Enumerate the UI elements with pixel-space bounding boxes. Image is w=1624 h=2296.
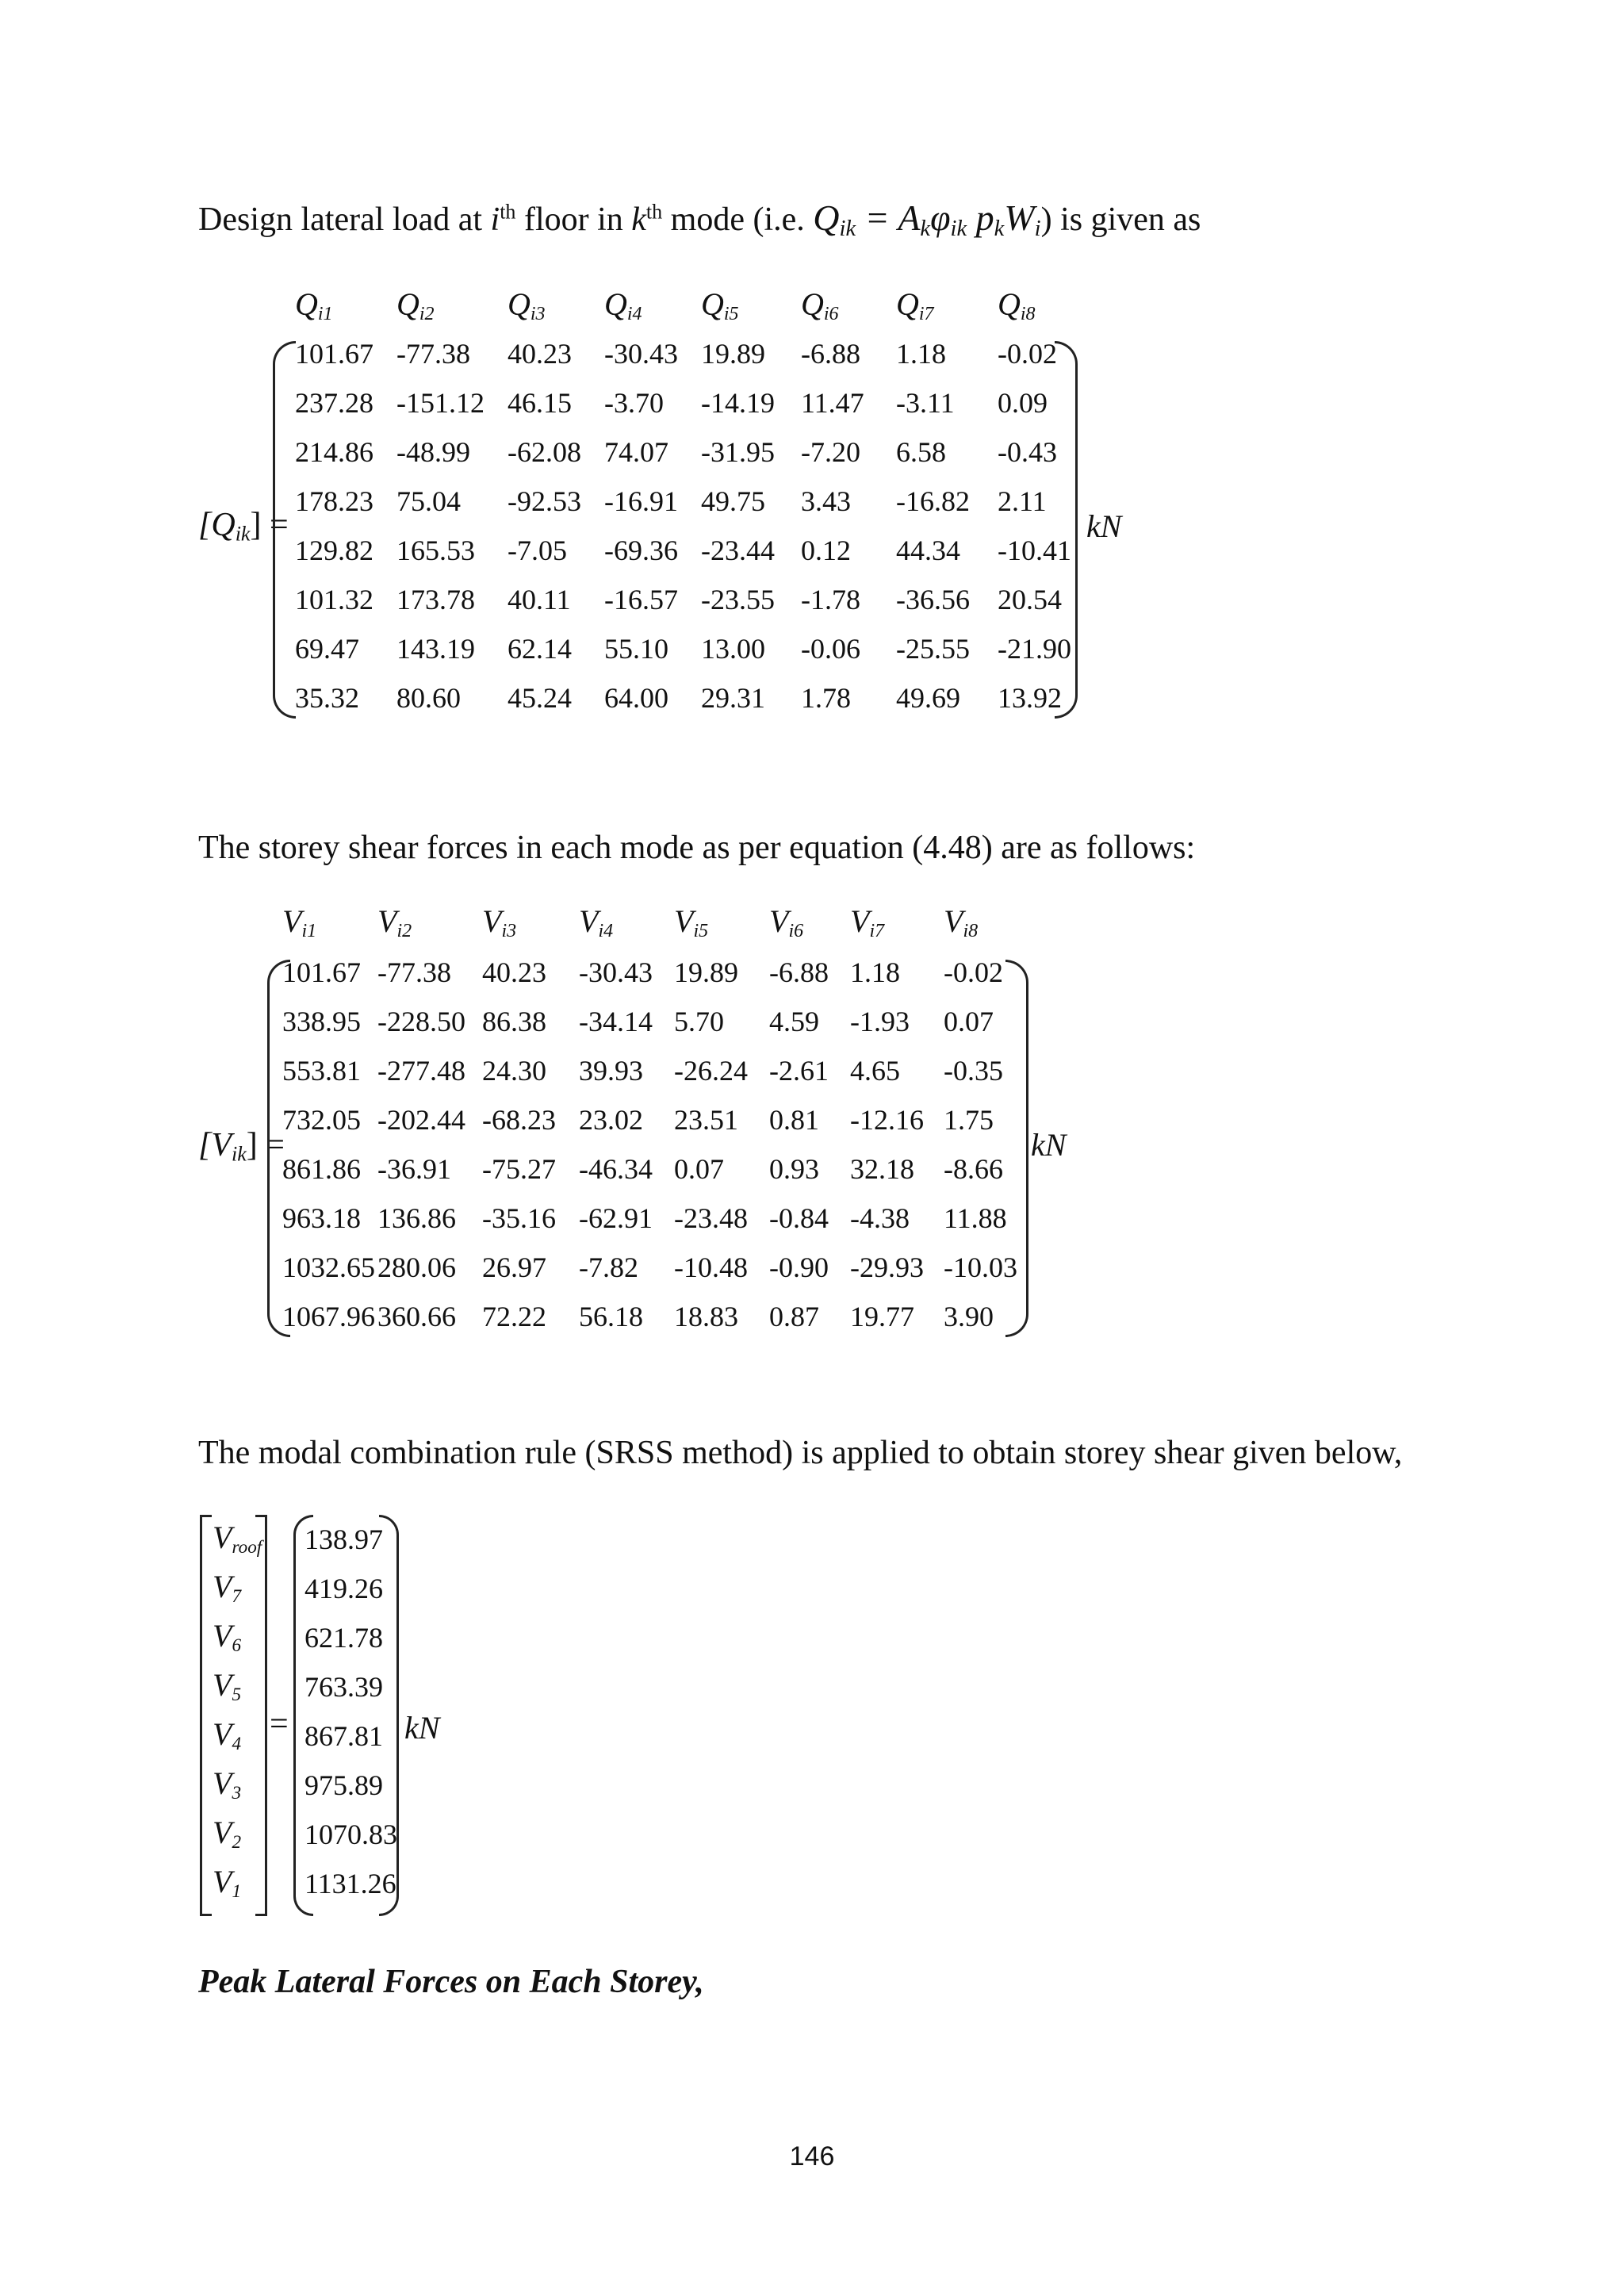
q_matrix-cell: -23.44 [701,535,775,566]
v_matrix-cell: -23.48 [674,1202,748,1234]
v_matrix-cell: 0.07 [944,1006,994,1037]
v_matrix-header-sym: V [674,903,694,939]
srss-label-sym: V [213,1716,232,1752]
v-label-end: ] = [246,1127,285,1163]
srss-value: 763.39 [304,1671,383,1703]
v_matrix-cell: 3.90 [944,1301,994,1332]
srss-unit: kN [404,1710,440,1746]
srss-label-sub: roof [232,1536,262,1558]
v_matrix-cell: 18.83 [674,1301,738,1332]
srss-label-sym: V [213,1815,232,1850]
formula-w-sub: i [1034,217,1041,242]
v_matrix-cell: 39.93 [579,1055,643,1087]
q_matrix-cell: 0.09 [998,387,1048,419]
q_matrix-header-sub: i2 [419,304,435,324]
q_matrix-header-sym: Q [604,286,627,322]
srss-value: 621.78 [304,1622,383,1654]
q_matrix-cell: 55.10 [604,633,668,665]
q_matrix-cell: -0.02 [998,338,1057,370]
v_matrix-header-sub: i4 [598,921,614,941]
v_matrix-cell: -7.82 [579,1251,638,1283]
v_matrix-cell: -36.91 [377,1153,451,1185]
q_matrix-cell: 143.19 [396,633,475,665]
q_matrix-header-sub: i3 [530,304,546,324]
srss-label [213,1863,241,1900]
q_matrix-header-sub: i6 [823,304,839,324]
v_matrix-cell: -0.35 [944,1055,1003,1087]
srss-value: 1070.83 [304,1819,397,1850]
q_matrix-cell: 80.60 [396,682,461,714]
v_matrix-header [377,903,412,940]
q_matrix-cell: 13.00 [701,633,765,665]
v_matrix-header [579,903,613,940]
q-label-sub: ik [235,522,251,546]
q_matrix-cell: 40.23 [508,338,572,370]
q_matrix-cell: -77.38 [396,338,470,370]
q_matrix-cell: 101.32 [295,584,373,615]
v_matrix-cell: 0.07 [674,1153,724,1185]
v_matrix-cell: 24.30 [482,1055,546,1087]
v_matrix-cell: 1.18 [850,956,900,988]
q-matrix-left-paren [273,341,296,719]
intro-k: k [631,201,646,238]
v_matrix-cell: -29.93 [850,1251,924,1283]
formula-p-sub: k [994,217,1005,242]
q_matrix-header-sub: i1 [317,304,333,324]
intro-text-4: ) is given as [1040,201,1201,238]
intro-text-2: floor in [515,201,632,238]
v_matrix-header [482,903,516,940]
srss-label-sym: V [213,1765,232,1801]
formula-a-sub: k [920,217,931,242]
srss-label-sym: V [213,1569,232,1604]
q_matrix-cell: -16.57 [604,584,678,615]
v_matrix-header-sym: V [850,903,870,939]
srss-label-sub: 7 [232,1585,242,1607]
srss-label-sub: 5 [232,1684,242,1705]
q_matrix-cell: -69.36 [604,535,678,566]
srss-label [213,1715,241,1753]
v_matrix-cell: -4.38 [850,1202,910,1234]
intro-formula [813,197,1041,242]
q_matrix-header-sub: i7 [918,304,934,324]
q_matrix-cell: 0.12 [801,535,851,566]
q_matrix-cell: -3.70 [604,387,664,419]
q_matrix-cell: -25.55 [896,633,970,665]
formula-q: Q [813,197,840,238]
q_matrix-cell: 44.34 [896,535,960,566]
v_matrix-cell: -35.16 [482,1202,556,1234]
q_matrix-cell: 11.47 [801,387,864,419]
q_matrix-cell: 129.82 [295,535,373,566]
v_matrix-cell: 553.81 [282,1055,361,1087]
srss-label-sub: 4 [232,1733,242,1754]
v_matrix-cell: -2.61 [769,1055,829,1087]
q_matrix-header-sym: Q [701,286,724,322]
q_matrix-header [998,286,1036,323]
q_matrix-cell: -31.95 [701,436,775,468]
v-matrix-unit: kN [1031,1127,1067,1163]
srss-value: 867.81 [304,1720,383,1752]
q_matrix-header-sym: Q [896,286,919,322]
srss-left-bracket-open [200,1515,212,1916]
v_matrix-cell: 4.65 [850,1055,900,1087]
v_matrix-cell: -75.27 [482,1153,556,1185]
v_matrix-cell: -34.14 [579,1006,653,1037]
srss-value: 419.26 [304,1573,383,1604]
v_matrix-cell: -228.50 [377,1006,465,1037]
q_matrix-cell: 6.58 [896,436,946,468]
formula-phi: φ [930,197,951,238]
v_matrix-cell: 732.05 [282,1104,361,1136]
q_matrix-header-sym: Q [508,286,530,322]
v_matrix-cell: 338.95 [282,1006,361,1037]
q_matrix-header-sub: i5 [723,304,739,324]
q_matrix-header-sub: i8 [1020,304,1036,324]
q_matrix-cell: -21.90 [998,633,1071,665]
v_matrix-header [282,903,316,940]
q_matrix-cell: 75.04 [396,485,461,517]
q_matrix-header-sym: Q [295,286,318,322]
v_matrix-cell: 56.18 [579,1301,643,1332]
srss-label-sub: 1 [232,1880,242,1902]
q_matrix-cell: -3.11 [896,387,955,419]
q_matrix-cell: 20.54 [998,584,1062,615]
q_matrix-cell: -10.41 [998,535,1071,566]
q_matrix-cell: -7.05 [508,535,567,566]
v_matrix-cell: 1.75 [944,1104,994,1136]
storey-shear-text: The storey shear forces in each mode as per equation (4.48) are as follows: [198,830,1196,866]
q_matrix-header [508,286,546,323]
v_matrix-header-sub: i1 [301,921,317,941]
v_matrix-cell: -1.93 [850,1006,910,1037]
section-heading: Peak Lateral Forces on Each Storey, [198,1964,704,2000]
q_matrix-cell: 1.78 [801,682,851,714]
v_matrix-header-sym: V [769,903,789,939]
q_matrix-cell: -1.78 [801,584,860,615]
q_matrix-cell: 64.00 [604,682,668,714]
srss-label [213,1814,241,1851]
srss-label-sym: V [213,1667,232,1703]
page-number: 146 [789,2141,835,2171]
srss-label-sym: V [213,1864,232,1899]
v_matrix-cell: -10.03 [944,1251,1017,1283]
v_matrix-cell: 360.66 [377,1301,456,1332]
v_matrix-cell: -0.84 [769,1202,829,1234]
srss-text: The modal combination rule (SRSS method) is applied to obtain storey shear given below, [198,1435,1403,1471]
v_matrix-header-sub: i5 [693,921,709,941]
q_matrix-cell: -16.91 [604,485,678,517]
v_matrix-header-sym: V [579,903,599,939]
q_matrix-cell: 1.18 [896,338,946,370]
srss-label [213,1568,241,1605]
q_matrix-header-sym: Q [396,286,419,322]
srss-equals: = [270,1706,289,1742]
v_matrix-cell: -10.48 [674,1251,748,1283]
q_matrix-cell: 214.86 [295,436,373,468]
q_matrix-cell: -48.99 [396,436,470,468]
q_matrix-cell: -16.82 [896,485,970,517]
srss-label [213,1666,241,1704]
v_matrix-cell: 0.87 [769,1301,819,1332]
formula-p: p [967,197,994,238]
q-matrix-unit: kN [1086,508,1122,544]
q_matrix-header [396,286,435,323]
q_matrix-header [295,286,333,323]
intro-text-1: Design lateral load at [198,201,491,238]
v_matrix-cell: 0.81 [769,1104,819,1136]
v_matrix-header [850,903,884,940]
v_matrix-cell: 5.70 [674,1006,724,1037]
q_matrix-header-sym: Q [801,286,824,322]
v_matrix-cell: -46.34 [579,1153,653,1185]
v_matrix-cell: -26.24 [674,1055,748,1087]
v_matrix-cell: -0.90 [769,1251,829,1283]
v_matrix-cell: -8.66 [944,1153,1003,1185]
v_matrix-cell: 861.86 [282,1153,361,1185]
v-label-sub: ik [232,1142,247,1166]
q_matrix-cell: -0.43 [998,436,1057,468]
formula-phi-sub: ik [950,217,967,242]
q_matrix-cell: 19.89 [701,338,765,370]
q_matrix-cell: -0.06 [801,633,860,665]
v_matrix-cell: -68.23 [482,1104,556,1136]
v_matrix-cell: 19.77 [850,1301,914,1332]
v_matrix-header [944,903,978,940]
v_matrix-cell: 963.18 [282,1202,361,1234]
q_matrix-cell: 49.69 [896,682,960,714]
v_matrix-cell: 4.59 [769,1006,819,1037]
q_matrix-cell: -7.20 [801,436,860,468]
v_matrix-cell: 0.93 [769,1153,819,1185]
q-label-sym: [Q [198,507,236,543]
srss-label-sub: 3 [232,1782,242,1803]
v_matrix-cell: -62.91 [579,1202,653,1234]
q_matrix-cell: -23.55 [701,584,775,615]
intro-paragraph [198,197,1201,242]
q_matrix-cell: 45.24 [508,682,572,714]
v_matrix-cell: -277.48 [377,1055,465,1087]
v_matrix-cell: 23.02 [579,1104,643,1136]
v_matrix-cell: -202.44 [377,1104,465,1136]
q_matrix-cell: -30.43 [604,338,678,370]
v_matrix-header-sym: V [282,903,302,939]
v_matrix-cell: 280.06 [377,1251,456,1283]
v_matrix-cell: 1032.65 [282,1251,375,1283]
formula-q-sub: ik [839,217,856,242]
q_matrix-cell: 173.78 [396,584,475,615]
v_matrix-cell: 86.38 [482,1006,546,1037]
v_matrix-cell: -12.16 [850,1104,924,1136]
q_matrix-cell: 49.75 [701,485,765,517]
q_matrix-cell: -151.12 [396,387,485,419]
v_matrix-cell: -6.88 [769,956,829,988]
q_matrix-header [604,286,642,323]
intro-th-2: th [645,200,663,224]
q_matrix-cell: 69.47 [295,633,359,665]
v_matrix-cell: 72.22 [482,1301,546,1332]
srss-label-sym: V [213,1520,232,1555]
q_matrix-cell: 237.28 [295,387,373,419]
srss-label-sym: V [213,1618,232,1654]
q_matrix-header-sub: i4 [626,304,642,324]
v_matrix-cell: 19.89 [674,956,738,988]
v_matrix-cell: 1067.96 [282,1301,375,1332]
q_matrix-cell: 13.92 [998,682,1062,714]
q_matrix-cell: -92.53 [508,485,581,517]
v_matrix-cell: 40.23 [482,956,546,988]
q_matrix-cell: 40.11 [508,584,571,615]
v_matrix-header-sub: i3 [501,921,517,941]
intro-th-1: th [500,200,516,224]
v_matrix-cell: -0.02 [944,956,1003,988]
q_matrix-cell: -62.08 [508,436,581,468]
srss-value: 138.97 [304,1524,383,1555]
srss-label [213,1519,262,1556]
v_matrix-header [769,903,803,940]
v_matrix-cell: -30.43 [579,956,653,988]
v_matrix-cell: 11.88 [944,1202,1007,1234]
v_matrix-header-sym: V [944,903,963,939]
q_matrix-cell: 3.43 [801,485,851,517]
srss-value: 1131.26 [304,1868,396,1899]
v_matrix-header-sub: i7 [869,921,885,941]
q_matrix-header [896,286,934,323]
q_matrix-cell: -6.88 [801,338,860,370]
q_matrix-cell: 29.31 [701,682,765,714]
q_matrix-cell: -14.19 [701,387,775,419]
srss-label [213,1617,241,1654]
v-label-sym: [V [198,1127,232,1163]
q_matrix-header [701,286,739,323]
v_matrix-cell: 26.97 [482,1251,546,1283]
intro-i: i [490,201,500,238]
formula-w: W [1004,197,1035,238]
q_matrix-cell: 46.15 [508,387,572,419]
srss-label-sub: 6 [232,1635,242,1656]
q_matrix-cell: 2.11 [998,485,1047,517]
formula-a: = A [856,197,921,238]
q_matrix-cell: 62.14 [508,633,572,665]
q_matrix-cell: -36.56 [896,584,970,615]
v_matrix-header-sym: V [377,903,397,939]
q_matrix-header-sym: Q [998,286,1021,322]
srss-label-sub: 2 [232,1831,242,1853]
v_matrix-cell: -77.38 [377,956,451,988]
q_matrix-cell: 74.07 [604,436,668,468]
srss-value: 975.89 [304,1769,383,1801]
v_matrix-cell: 32.18 [850,1153,914,1185]
v_matrix-cell: 101.67 [282,956,361,988]
q_matrix-cell: 35.32 [295,682,359,714]
srss-label [213,1765,241,1802]
v_matrix-header-sub: i6 [788,921,804,941]
v_matrix-header-sub: i2 [396,921,412,941]
v_matrix-header-sym: V [482,903,502,939]
q_matrix-cell: 178.23 [295,485,373,517]
q_matrix-cell: 101.67 [295,338,373,370]
q_matrix-cell: 165.53 [396,535,475,566]
q_matrix-header [801,286,839,323]
v_matrix-header [674,903,708,940]
v_matrix-cell: 23.51 [674,1104,738,1136]
srss-left-bracket-close [255,1515,267,1916]
q-label-end: ] = [250,507,289,543]
intro-text-3: mode (i.e. [662,201,814,238]
v_matrix-header-sub: i8 [963,921,979,941]
v_matrix-cell: 136.86 [377,1202,456,1234]
